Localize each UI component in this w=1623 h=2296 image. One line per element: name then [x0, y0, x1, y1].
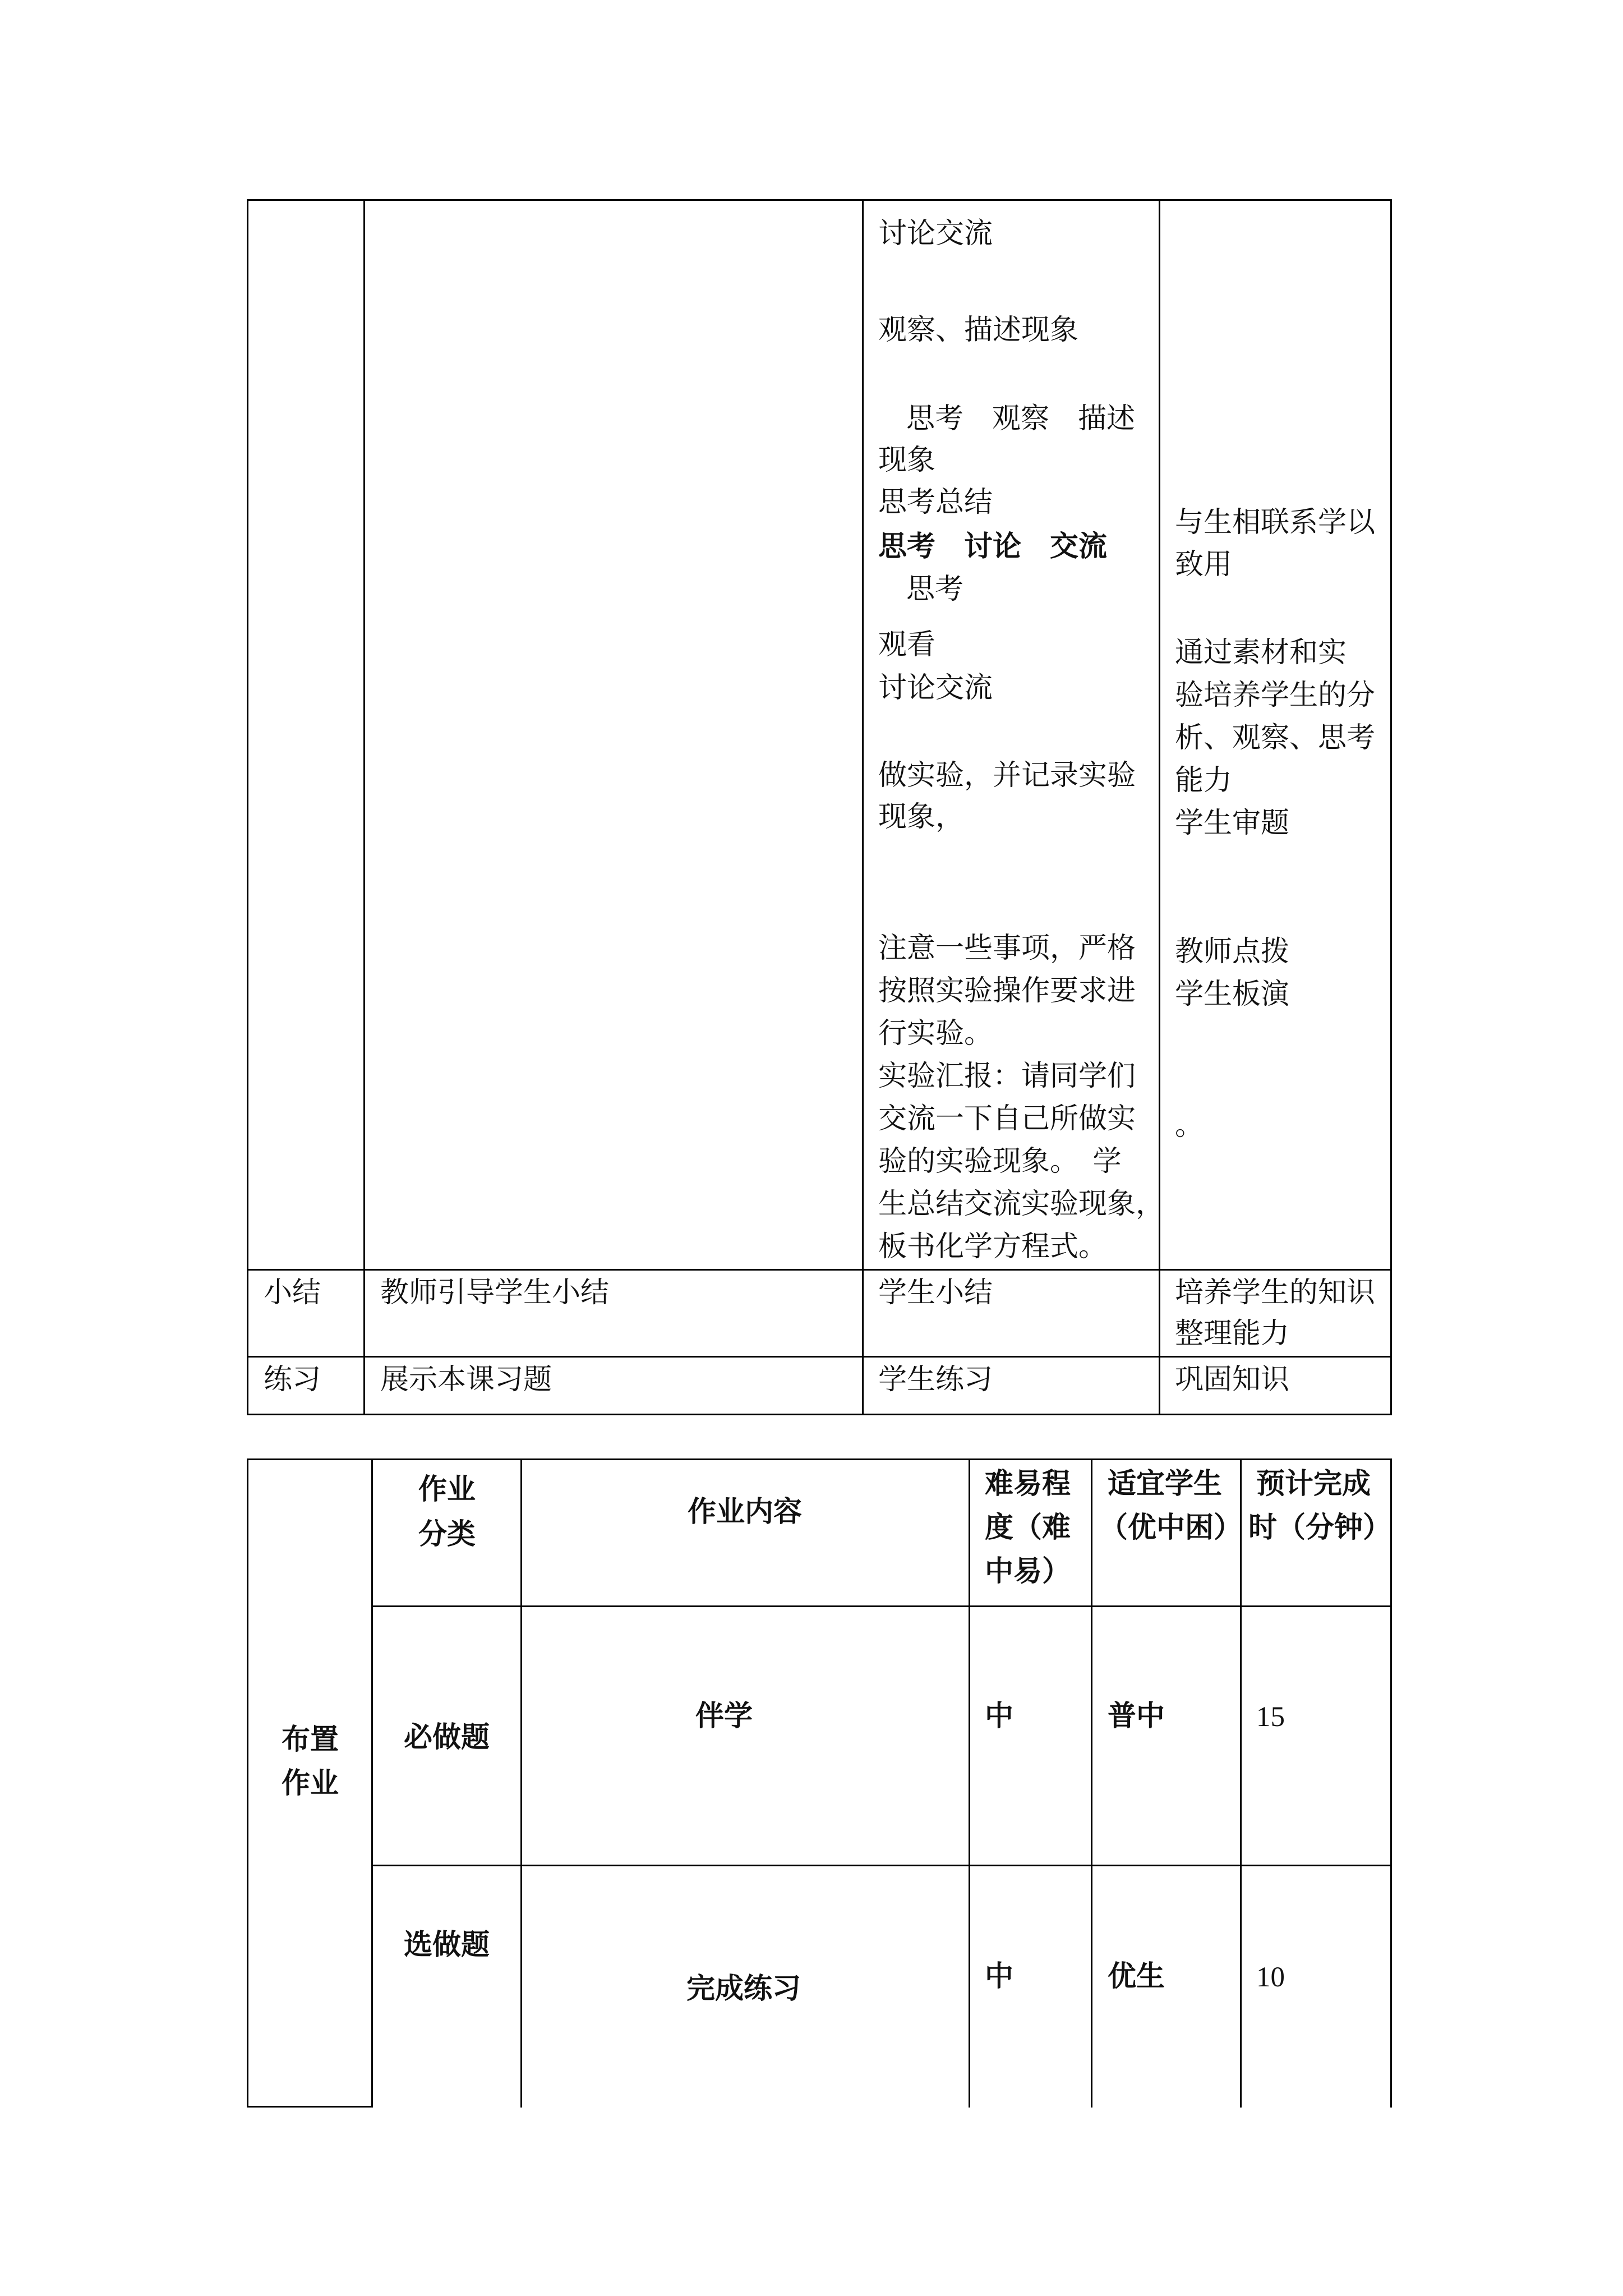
header-difficulty: 难易程 — [985, 1467, 1071, 1501]
activity-text: 思考 观察 描述 — [906, 402, 1136, 435]
header-time: 时（分钟） — [1248, 1511, 1392, 1544]
intent-text: 巩固知识 — [1175, 1363, 1290, 1396]
intent-text: 析、观察、思考 — [1175, 721, 1376, 754]
section-label: 布置 — [282, 1723, 339, 1756]
header-content: 作业内容 — [688, 1495, 803, 1529]
header-category: 作业 — [418, 1473, 476, 1506]
activity-text: 做实验，并记录实验 — [878, 759, 1136, 792]
homework-students: 普中 — [1108, 1699, 1165, 1733]
activity-text: 讨论交流 — [878, 671, 993, 705]
intent-text: 学生板演 — [1175, 978, 1290, 1011]
homework-category: 选做题 — [404, 1928, 490, 1962]
intent-text: 验培养学生的分 — [1175, 679, 1376, 712]
header-time: 预计完成 — [1256, 1467, 1371, 1501]
homework-difficulty: 中 — [985, 1699, 1014, 1733]
activity-text: 生总结交流实验现象， — [878, 1188, 1165, 1221]
student-activity: 学生练习 — [878, 1363, 993, 1396]
activity-text: 现象， — [878, 800, 965, 834]
header-difficulty: 中易） — [985, 1554, 1071, 1588]
activity-text: 交流一下自己所做实 — [878, 1102, 1136, 1135]
activity-text: 按照实验操作要求进 — [878, 974, 1136, 1007]
activity-text: 思考总结 — [878, 486, 993, 519]
activity-text: 注意一些事项，严格 — [878, 932, 1136, 965]
homework-category: 必做题 — [404, 1720, 490, 1754]
intent-text: 。 — [1175, 1109, 1204, 1142]
intent-text: 教师点拨 — [1175, 935, 1290, 968]
homework-students: 优生 — [1108, 1959, 1165, 1993]
activity-text: 现象 — [878, 444, 936, 477]
section-label: 作业 — [282, 1766, 339, 1800]
homework-difficulty: 中 — [985, 1959, 1014, 1993]
intent-text: 通过素材和实 — [1175, 636, 1347, 669]
stage-label: 练习 — [264, 1363, 321, 1396]
teacher-activity: 展示本课习题 — [380, 1363, 552, 1396]
homework-content: 完成练习 — [686, 1972, 801, 2005]
intent-text: 整理能力 — [1175, 1317, 1290, 1350]
activity-text: 实验汇报：请同学们 — [878, 1060, 1136, 1093]
activity-text: 思考 讨论 交流 — [878, 530, 1108, 563]
activity-text: 思考 — [906, 573, 964, 606]
homework-time: 15 — [1256, 1701, 1285, 1733]
intent-text: 致用 — [1175, 548, 1233, 581]
teacher-activity: 教师引导学生小结 — [380, 1276, 610, 1309]
activity-text: 验的实验现象。 学 — [878, 1145, 1122, 1178]
header-difficulty: 度（难 — [985, 1511, 1071, 1544]
homework-content: 伴学 — [695, 1699, 753, 1733]
intent-text: 能力 — [1175, 764, 1233, 797]
homework-time: 10 — [1256, 1962, 1285, 1993]
intent-text: 培养学生的知识 — [1175, 1276, 1376, 1309]
intent-text: 与生相联系学以 — [1175, 506, 1376, 539]
activity-text: 讨论交流 — [878, 217, 993, 250]
activity-text: 板书化学方程式。 — [878, 1230, 1108, 1263]
activity-text: 观察、描述现象 — [878, 314, 1079, 347]
header-students: 适宜学生 — [1108, 1467, 1223, 1501]
stage-label: 小结 — [264, 1276, 321, 1309]
activity-text: 行实验。 — [878, 1017, 993, 1050]
intent-text: 学生审题 — [1175, 807, 1290, 840]
activity-text: 观看 — [878, 628, 936, 661]
header-category: 分类 — [418, 1517, 476, 1551]
student-activity: 学生小结 — [878, 1276, 993, 1309]
header-students: （优中困） — [1099, 1511, 1243, 1544]
